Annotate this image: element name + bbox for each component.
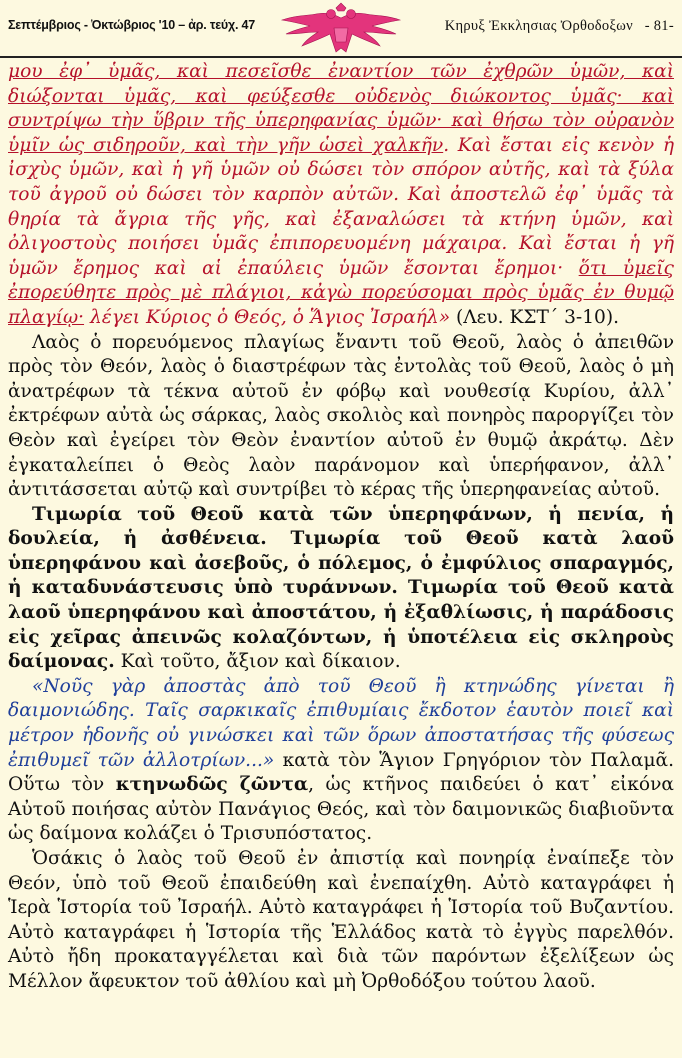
header-rule (0, 56, 682, 58)
patristic-quote: «Νοῦς γὰρ ἀποστὰς ἀπὸ τοῦ Θεοῦ ἢ κτηνώδης γίνεται ἢ δαιμονιώδης. Ταῖς σαρκικαῖς ἐπιθυμίαις ἔκδοτον ἑαυτὸν ποιεῖ καὶ μέτρον ἡδονῆς οὐ γινώσκει καὶ τῶν ὅρων ἀποστατήσας τῆς φύσεως ἐπιθυμεῖ τῶν ἀλλοτρίων...» (8, 675, 674, 771)
bold-text: Τιμωρία τοῦ Θεοῦ κατὰ τῶν ὑπερηφάνων, ἡ πενία, ἡ δουλεία, ἡ ἀσθένεια. Τιμωρία τοῦ Θεοῦ κατὰ λαοῦ ὑπερηφάνου καὶ ἀσεβοῦς, ὁ πόλεμος, ὁ ἐμφύλιος σπαραγμός, ἡ καταδυνάστευσις ὑπὸ τυράννων. Τιμωρία τοῦ Θεοῦ κατὰ λαοῦ ὑπερηφάνου καὶ ἀποστάτου, ἡ ἐξαθλίωσις, ἡ παράδοσις εἰς χεῖρας ἀπεινῶς κολαζόντων, ἡ ὑποτέλεια εἰς σκληροὺς δαίμονας. (8, 503, 674, 673)
quote-attribution: λέγει Κύριος ὁ Θεός, ὁ Ἅγιος Ἰσραήλ» (84, 306, 451, 328)
journal-title-and-page (445, 18, 674, 35)
quote-text: . Καὶ ἔσται εἰς κενὸν ἡ ἰσχὺς ὑμῶν, καὶ ἡ γῆ ὑμῶν οὐ δώσει τὸν σπόρον αὐτῆς, καὶ τὰ ξύλα τοῦ ἀγροῦ οὐ δώσει τὸν καρπὸν αὐτῶν. (8, 134, 674, 205)
paragraph-scripture (8, 60, 674, 331)
issue-info: Σεπτέμβριος - Ὀκτώβριος '10 – ἀρ. τεύχ. 47 (8, 18, 256, 32)
text: Καὶ τοῦτο, ἄξιον καὶ δίκαιον. (114, 651, 401, 673)
underlined-quote: ὅτι ὑμεῖς ἐπορεύθητε πρὸς μὲ πλάγιοι, κἀγὼ πορεύσομαι πρὸς ὑμᾶς ἐν θυμῷ πλαγίῳ· (8, 257, 674, 328)
journal-title: Κηρυξ Ἐκκλησιας Ὀρθοδοξων (444, 18, 633, 34)
underlined-quote: μου ἐφ᾽ ὑμᾶς, καὶ πεσεῖσθε ἐναντίον τῶν ἐχθρῶν ὑμῶν, καὶ διώξονται ὑμᾶς, καὶ φεύξεσθε οὐδενὸς διώκοντος ὑμᾶς· καὶ συντρίψω τὴν ὕβριν τῆς ὑπερηφανίας ὑμῶν· καὶ θήσω τὸν οὐρανὸν ὑμῖν ὡς σιδηροῦν, καὶ τὴν γῆν ὡσεὶ χαλκῆν (8, 61, 674, 156)
scripture-reference: (Λευ. ΚΣΤ´ 3-10). (450, 306, 620, 328)
paragraph: Ὁσάκις ὁ λαὸς τοῦ Θεοῦ ἐν ἀπιστίᾳ καὶ πονηρίᾳ ἐναίπεξε τὸν Θεόν, ὑπὸ τοῦ Θεοῦ ἐπαιδεύθη καὶ ἐνεπαίχθη. Αὐτὸ καταγράφει ἡ Ἱερὰ Ἱστορία τοῦ Ἰσραήλ. Αὐτὸ καταγράφει ἡ Ἱστορία τοῦ Βυζαντίου. Αὐτὸ καταγράφει ἡ Ἱστορία τῆς Ἑλλάδος κατὰ τὸ ἐγγὺς παρελθόν. Αὐτὸ ἤδη προκαταγγέλεται καὶ διὰ τῶν παρόντων ἐξελίξεων ὡς Μέλλον ἄφευκτον τοῦ ἀθλίου καὶ μὴ Ὀρθοδόξου τούτου λαοῦ. (8, 848, 674, 992)
page-header (0, 0, 682, 58)
text: , ὡς κτῆνος παιδεύει ὁ κατ᾽ εἰκόνα Αὐτοῦ ποιήσας αὐτὸν Πανάγιος Θεός, καὶ τὸν δαιμονικῶς διαβιοῦντα ὡς δαίμονα κολάζει ὁ Τρισυπόστατος. (8, 774, 674, 845)
quote-text: καὶ ἐξαναλώσει τὰ κτήνη ὑμῶν, καὶ ὀλιγοστοὺς ποιήσει ὑμᾶς (8, 208, 674, 255)
page-number: - 81- (644, 18, 674, 34)
quote-text: ὑμῶν ἔρημος καὶ αἱ ἐπαύλεις ὑμῶν ἔσονται ἔρημοι· (8, 257, 579, 279)
quote-text: ἐπιπορευομένη μάχαιρα. Καὶ ἔσται ἡ γῆ (258, 233, 674, 255)
double-headed-eagle-icon (276, 2, 406, 56)
article-body (8, 60, 674, 995)
paragraph (8, 675, 674, 847)
paragraph (8, 503, 674, 675)
bold-text: κτηνωδῶς ζῶντα (115, 774, 309, 796)
quote-text: Καὶ ἀποστελῶ ἐφ᾽ ὑμᾶς τὰ θηρία τὰ ἄγρια τῆς γῆς, (8, 183, 674, 230)
text: κατὰ τὸν Ἅγιον Γρηγόριον τὸν Παλαμᾶ. Οὕτω τὸν (8, 749, 674, 796)
paragraph: Λαὸς ὁ πορευόμενος πλαγίως ἔναντι τοῦ Θεοῦ, λαὸς ὁ ἀπειθῶν πρὸς τὸν Θεόν, λαὸς ὁ διαστρέφων τὰς ἐντολὰς τοῦ Θεοῦ, λαὸς ὁ μὴ ἀνατρέφων τὰ τέκνα αὐτοῦ ἐν φόβῳ καὶ νουθεσίᾳ Κυρίου, ἀλλ᾽ ἐκτρέφων αὐτὰ ὡς σάρκας, λαὸς σκολιὸς καὶ πονηρὸς παροργίζει τὸν Θεὸν καὶ ἐγείρει τὸν Θεὸν ἐναντίον αὐτοῦ ἐν θυμῷ ἀκράτῳ. Δὲν ἐγκαταλείπει ὁ Θεὸς λαὸν παράνομον καὶ ὑπερήφανον, ἀλλ᾽ ἀντιτάσσεται αὐτῷ καὶ συντρίβει τὸ κέρας τῆς ὑπερηφανείας αὐτοῦ. (8, 331, 674, 501)
